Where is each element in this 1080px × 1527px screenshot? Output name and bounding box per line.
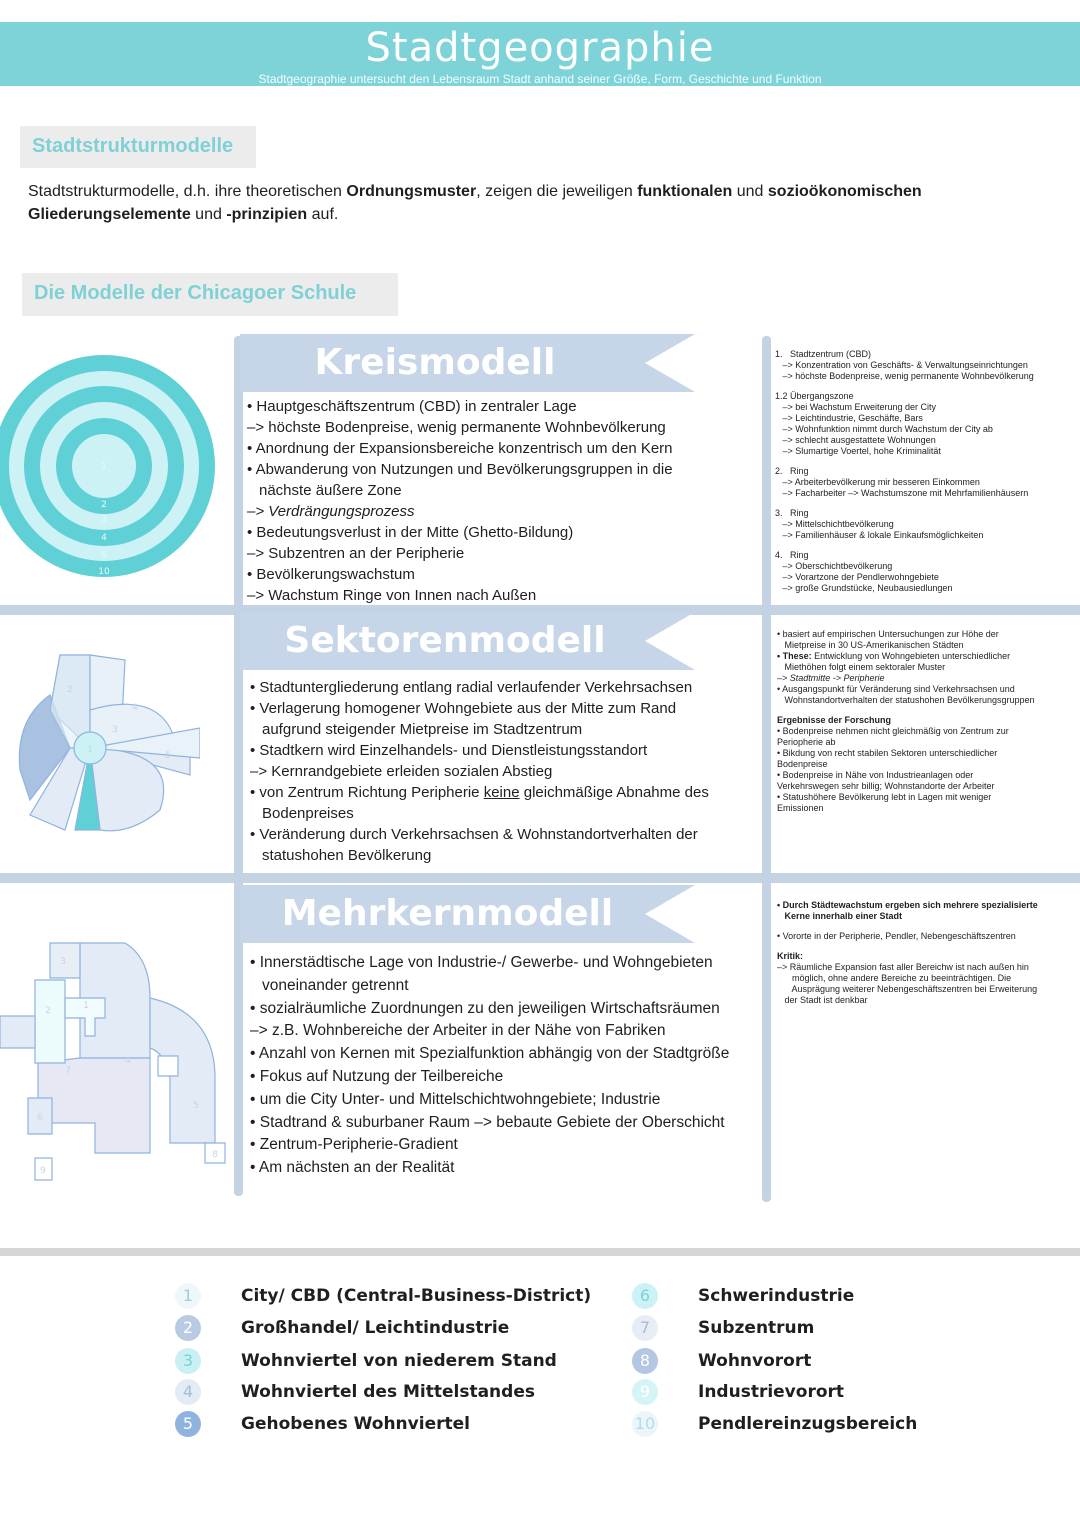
kreis-bullet-list <box>247 396 757 606</box>
bullet-item: • Anordnung der Expansionsbereiche konzentrisch um den Kern <box>247 440 673 457</box>
note-gap <box>775 457 1075 466</box>
intro-text: und <box>190 206 227 223</box>
bullet-item: –> höchste Bodenpreise, wenig permanente Wohnbevölkerung <box>247 419 666 436</box>
bullet-item: –> z.B. Wohnbereiche der Arbeiter in der Nähe von Fabriken <box>250 1022 666 1040</box>
section-label-chicagoer-schule: Die Modelle der Chicagoer Schule <box>22 273 398 316</box>
banner-mehrkernmodell <box>240 885 700 943</box>
note-line: möglich, ohne andere Bereiche zu beeinträchtigen. Die <box>777 973 1012 983</box>
nucleus-label: 2 <box>45 1006 51 1016</box>
bullet-item: • Bevölkerungswachstum <box>247 566 415 583</box>
bullet-item: • sozialräumliche Zuordnungen zu den jeweiligen Wirtschaftsräumen <box>250 999 720 1017</box>
sector-label: 2 <box>67 685 73 695</box>
concentric-zone-diagram <box>0 355 220 580</box>
title-banner <box>0 22 1080 86</box>
bullet-item: –> Verdrängungsprozess <box>247 503 415 520</box>
intro-paragraph <box>28 180 1028 226</box>
zone-label: 3 <box>101 515 107 525</box>
note-gap <box>777 922 1077 931</box>
note-line: 1. Stadtzentrum (CBD) <box>775 349 872 359</box>
note-line: Miethöhen folgt einem sektoraler Muster <box>777 662 946 672</box>
note-gap <box>777 706 1077 715</box>
legend-number-badge: 1 <box>175 1283 201 1309</box>
bullet-item: • Anzahl von Kernen mit Spezialfunktion abhängig von der Stadtgröße <box>250 1045 730 1063</box>
bullet-item: • um die City Unter- und Mittelschichtwohngebiete; Industrie <box>250 1090 661 1108</box>
bullet-item: voneinander getrennt <box>262 976 409 994</box>
section-label-stadtstrukturmodelle: Stadtstrukturmodelle <box>20 126 256 168</box>
bullet-item: • Verlagerung homogener Wohngebiete aus der Mitte zum Rand <box>250 700 677 717</box>
legend-number-badge: 8 <box>632 1348 658 1374</box>
intro-text: Gliederungselemente <box>28 206 191 223</box>
note-line: –> Vorartzone der Pendlerwohngebiete <box>775 572 939 582</box>
bullet-item: • Stadtrand & suburbaner Raum –> bebaute Gebiete der Oberschicht <box>250 1113 725 1131</box>
bullet-item: statushohen Bevölkerung <box>262 847 432 864</box>
note-line: –> bei Wachstum Erweiterung der City <box>775 402 936 412</box>
right-divider <box>762 336 771 1202</box>
legend-number-badge: 2 <box>175 1315 201 1341</box>
note-line: –> Arbeiterbevölkerung mir besseren Einkommen <box>775 477 980 487</box>
mehr-notes <box>777 900 1077 1006</box>
note-line: 1.2 Übergangszone <box>775 391 854 401</box>
bullet-item: –> Wachstum Ringe von Innen nach Außen <box>247 587 537 604</box>
note-line: Periopherie ab <box>777 737 836 747</box>
legend-label: Subzentrum <box>698 1318 815 1338</box>
zone-label: 1 <box>101 462 107 472</box>
zone-label: 4 <box>101 533 107 543</box>
note-line: –> Stadtmitte -> Peripherie <box>777 673 885 683</box>
bullet-item: • Hauptgeschäftszentrum (CBD) in zentraler Lage <box>247 398 577 415</box>
nucleus-label: 5 <box>193 1101 199 1111</box>
note-line: 2. Ring <box>775 466 809 476</box>
row-divider-2 <box>0 873 1080 883</box>
note-line: Wohnstandortverhalten der statushohen Bevölkerungsgruppen <box>777 695 1035 705</box>
legend-label: City/ CBD (Central-Business-District) <box>241 1286 592 1306</box>
note-line: Verkehrswegen sehr billig; Wohnstandorte der Arbeiter <box>777 781 995 791</box>
note-line: • Vororte in der Peripherie, Pendler, Nebengeschäftszentren <box>777 931 1016 941</box>
note-line: • Bodenpreise nehmen nicht gleichmäßig von Zentrum zur <box>777 726 1009 736</box>
note-line: –> Mittelschichtbevölkerung <box>775 519 894 529</box>
legend-number-badge: 5 <box>175 1411 201 1437</box>
banner-title: Kreismodell <box>314 342 556 383</box>
legend-number-badge: 4 <box>175 1379 201 1405</box>
sector-diagram <box>10 650 200 840</box>
note-line: Ausprägung weiterer Nebengeschäftszentren bei Erweiterung <box>777 984 1038 994</box>
bullet-item: • Innerstädtische Lage von Industrie-/ Gewerbe- und Wohngebieten <box>250 954 713 971</box>
legend-separator <box>0 1248 1080 1256</box>
legend-label: Gehobenes Wohnviertel <box>241 1414 470 1434</box>
banner-kreismodell <box>240 334 700 392</box>
legend-number-badge: 6 <box>632 1283 658 1309</box>
bullet-item: • Am nächsten an der Realität <box>250 1159 455 1177</box>
note-line: • Ausgangspunkt für Veränderung sind Verkehrsachsen und <box>777 684 1015 694</box>
intro-text: Stadtstrukturmodelle, d.h. ihre theoretischen <box>28 183 347 200</box>
nucleus-label: 6 <box>37 1113 43 1123</box>
bullet-item: –> Subzentren an der Peripherie <box>247 545 465 562</box>
banner-title: Sektorenmodell <box>284 620 606 661</box>
legend-number-badge: 7 <box>632 1315 658 1341</box>
sektor-bullet-list <box>250 677 760 866</box>
intro-text: sozioökonomischen <box>767 183 922 200</box>
legend-number-badge: 3 <box>175 1348 201 1374</box>
note-line: –> große Grundstücke, Neubausiedlungen <box>775 583 953 593</box>
nucleus-label: 3 <box>60 957 66 967</box>
note-line: –> Wohnfunktion nimmt durch Wachstum der City ab <box>775 424 993 434</box>
bullet-item: nächste äußere Zone <box>259 482 402 499</box>
bullet-item: • Fokus auf Nutzung der Teilbereiche <box>250 1067 504 1085</box>
note-gap <box>777 942 1077 951</box>
mehr-bullet-list <box>250 952 762 1180</box>
note-line: Kritik: <box>777 951 804 961</box>
note-line: • basiert auf empirischen Untersuchungen zur Höhe der <box>777 629 999 639</box>
note-line: Bodenpreise <box>777 759 828 769</box>
banner-title: Mehrkernmodell <box>281 893 614 934</box>
legend-label: Großhandel/ Leichtindustrie <box>241 1318 510 1338</box>
sector-label: 3 <box>112 725 118 735</box>
legend-label: Pendlereinzugsbereich <box>698 1414 918 1434</box>
note-line: –> Oberschichtbevölkerung <box>775 561 893 571</box>
note-line: –> Facharbeiter –> Wachstumszone mit Mehrfamilienhäusern <box>775 488 1029 498</box>
note-gap <box>775 541 1075 550</box>
legend-label: Wohnviertel von niederem Stand <box>241 1351 557 1371</box>
note-line: Ergebnisse der Forschung <box>777 715 892 725</box>
zone-label: 10 <box>98 567 110 577</box>
intro-text: und <box>732 183 768 200</box>
bullet-item: • Bedeutungsverlust in der Mitte (Ghetto-Bildung) <box>247 524 574 541</box>
note-line: –> Konzentration von Geschäfts- & Verwaltungseinrichtungen <box>775 360 1028 370</box>
page-title: Stadtgeographie <box>365 25 715 71</box>
note-line: 3. Ring <box>775 508 809 518</box>
nucleus-label: 8 <box>212 1150 218 1160</box>
bullet-item: • Abwanderung von Nutzungen und Bevölkerungsgruppen in die <box>247 461 673 478</box>
zone-label: 2 <box>101 500 107 510</box>
intro-text: -prinzipien <box>226 206 308 223</box>
bullet-item: • Stadtkern wird Einzelhandels- und Dienstleistungsstandort <box>250 742 648 759</box>
note-gap <box>775 382 1075 391</box>
legend-label: Schwerindustrie <box>698 1286 855 1306</box>
zone-label: 5 <box>101 551 107 561</box>
legend-label: Wohnvorort <box>698 1351 812 1371</box>
bullet-item: • Zentrum-Peripherie-Gradient <box>250 1136 458 1154</box>
bullet-item: aufgrund steigender Mietpreise im Stadtzentrum <box>262 721 583 738</box>
bullet-item: –> Kernrandgebiete erleiden sozialen Abstieg <box>250 763 553 780</box>
left-divider <box>234 336 243 1196</box>
legend-number-badge: 9 <box>632 1379 658 1405</box>
note-gap <box>775 499 1075 508</box>
note-line: –> schlecht ausgestattete Wohnungen <box>775 435 936 445</box>
sector-label: 1 <box>87 745 93 755</box>
banner-sektorenmodell <box>240 612 700 670</box>
note-line: –> Familienhäuser & lokale Einkaufsmöglichkeiten <box>775 530 984 540</box>
note-line: Kerne innerhalb einer Stadt <box>777 911 903 921</box>
intro-text: funktionalen <box>637 183 733 200</box>
sector-label: 4 <box>132 703 138 713</box>
note-line: • These: Entwicklung von Wohngebieten unterschiedlicher <box>777 651 1011 661</box>
intro-text: , zeigen die jeweiligen <box>476 183 638 200</box>
bullet-item: • von Zentrum Richtung Peripherie keine gleichmäßige Abnahme des <box>250 784 709 801</box>
intro-text: auf. <box>307 206 339 223</box>
note-line: –> höchste Bodenpreise, wenig permanente Wohnbevölkerung <box>775 371 1034 381</box>
note-line: • Bodenpreise in Nähe von Industrieanlagen oder <box>777 770 974 780</box>
note-line: –> Leichtindustrie, Geschäfte, Bars <box>775 413 923 423</box>
nucleus-label: 9 <box>40 1166 46 1176</box>
kreis-notes <box>775 349 1075 594</box>
note-line: –> Räumliche Expansion fast aller Bereichw ist nach außen hin <box>777 962 1029 972</box>
note-line: • Statushöhere Bevölkerung lebt in Lagen mit weniger <box>777 792 992 802</box>
legend-number-badge: 10 <box>632 1411 658 1437</box>
multiple-nuclei-diagram <box>0 938 228 1186</box>
bullet-item: Bodenpreises <box>262 805 354 822</box>
nucleus-label: 4 <box>125 1056 131 1066</box>
bullet-item: • Stadtuntergliederung entlang radial verlaufender Verkehrsachsen <box>250 679 693 696</box>
note-line: –> Slumartige Voertel, hohe Kriminalität <box>775 446 941 456</box>
page-subtitle: Stadtgeographie untersucht den Lebensraum Stadt anhand seiner Größe, Form, Geschichte und Funktion <box>258 72 822 86</box>
intro-text: Ordnungsmuster <box>346 183 477 200</box>
note-line: • Bikdung von recht stabilen Sektoren unterschiedlicher <box>777 748 998 758</box>
note-line: Emissionen <box>777 803 824 813</box>
nucleus-label: 1 <box>83 1001 89 1011</box>
note-line: der Stadt ist denkbar <box>777 995 868 1005</box>
note-line: • Durch Städtewachstum ergeben sich mehrere spezialisierte <box>777 900 1038 910</box>
bullet-item: • Veränderung durch Verkehrsachsen & Wohnstandortverhalten der <box>250 826 698 843</box>
note-line: 4. Ring <box>775 550 809 560</box>
sektor-notes <box>777 629 1077 814</box>
note-line: Mietpreise in 30 US-Amerikanischen Städten <box>777 640 964 650</box>
nucleus-label: 7 <box>65 1066 71 1076</box>
sector-label: 5 <box>165 751 171 761</box>
legend-label: Industrievorort <box>698 1382 845 1402</box>
legend-label: Wohnviertel des Mittelstandes <box>241 1382 535 1402</box>
